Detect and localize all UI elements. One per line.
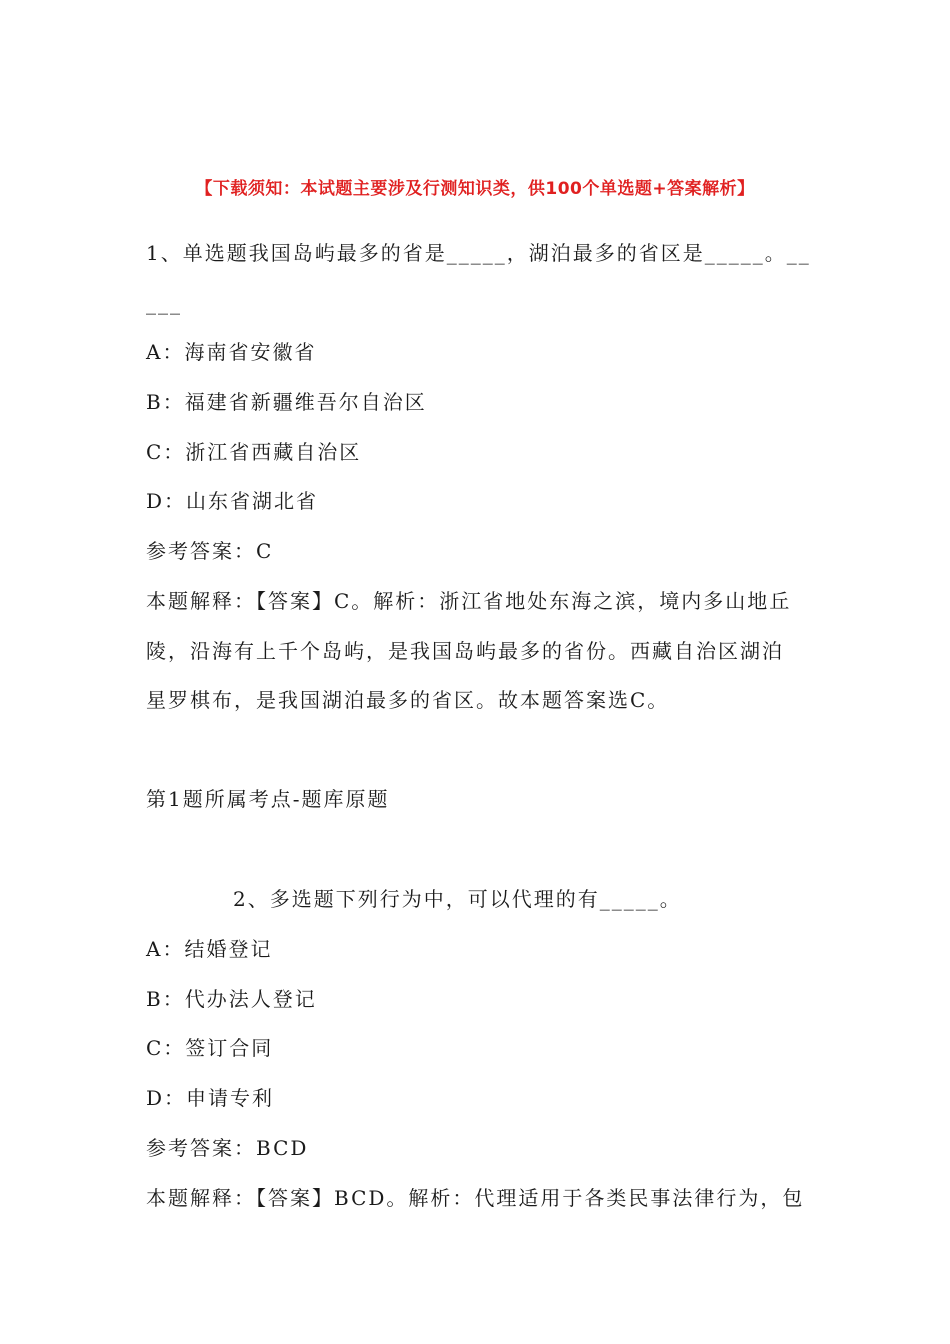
download-notice: 【下载须知：本试题主要涉及行测知识类，供100个单选题+答案解析】 <box>195 179 755 199</box>
q1-explanation-line2: 陵，沿海有上千个岛屿，是我国岛屿最多的省份。西藏自治区湖泊 <box>146 639 784 663</box>
q2-option-c: C：签订合同 <box>146 1036 274 1060</box>
q1-stem-line2: ___ <box>146 291 182 315</box>
q1-option-d: D：山东省湖北省 <box>146 489 319 513</box>
q1-answer: 参考答案：C <box>146 539 274 563</box>
q2-option-d: D：申请专利 <box>146 1086 275 1110</box>
q2-option-b: B：代办法人登记 <box>146 987 317 1011</box>
q1-explanation-line3: 星罗棋布，是我国湖泊最多的省区。故本题答案选C。 <box>146 688 670 712</box>
q1-option-a: A：海南省安徽省 <box>146 340 317 364</box>
q2-stem: 2、多选题下列行为中，可以代理的有_____。 <box>233 887 682 911</box>
q2-answer: 参考答案：BCD <box>146 1136 309 1160</box>
q1-option-b: B：福建省新疆维吾尔自治区 <box>146 390 427 414</box>
q1-option-c: C：浙江省西藏自治区 <box>146 440 362 464</box>
q2-option-a: A：结婚登记 <box>146 937 273 961</box>
q1-stem-line1: 1、单选题我国岛屿最多的省是_____，湖泊最多的省区是_____。__ <box>146 241 811 265</box>
q2-explanation-line1: 本题解释：【答案】BCD。解析：代理适用于各类民事法律行为，包 <box>146 1186 805 1210</box>
q1-source: 第1题所属考点-题库原题 <box>146 787 390 811</box>
q1-explanation-line1: 本题解释：【答案】C。解析：浙江省地处东海之滨，境内多山地丘 <box>146 589 792 613</box>
